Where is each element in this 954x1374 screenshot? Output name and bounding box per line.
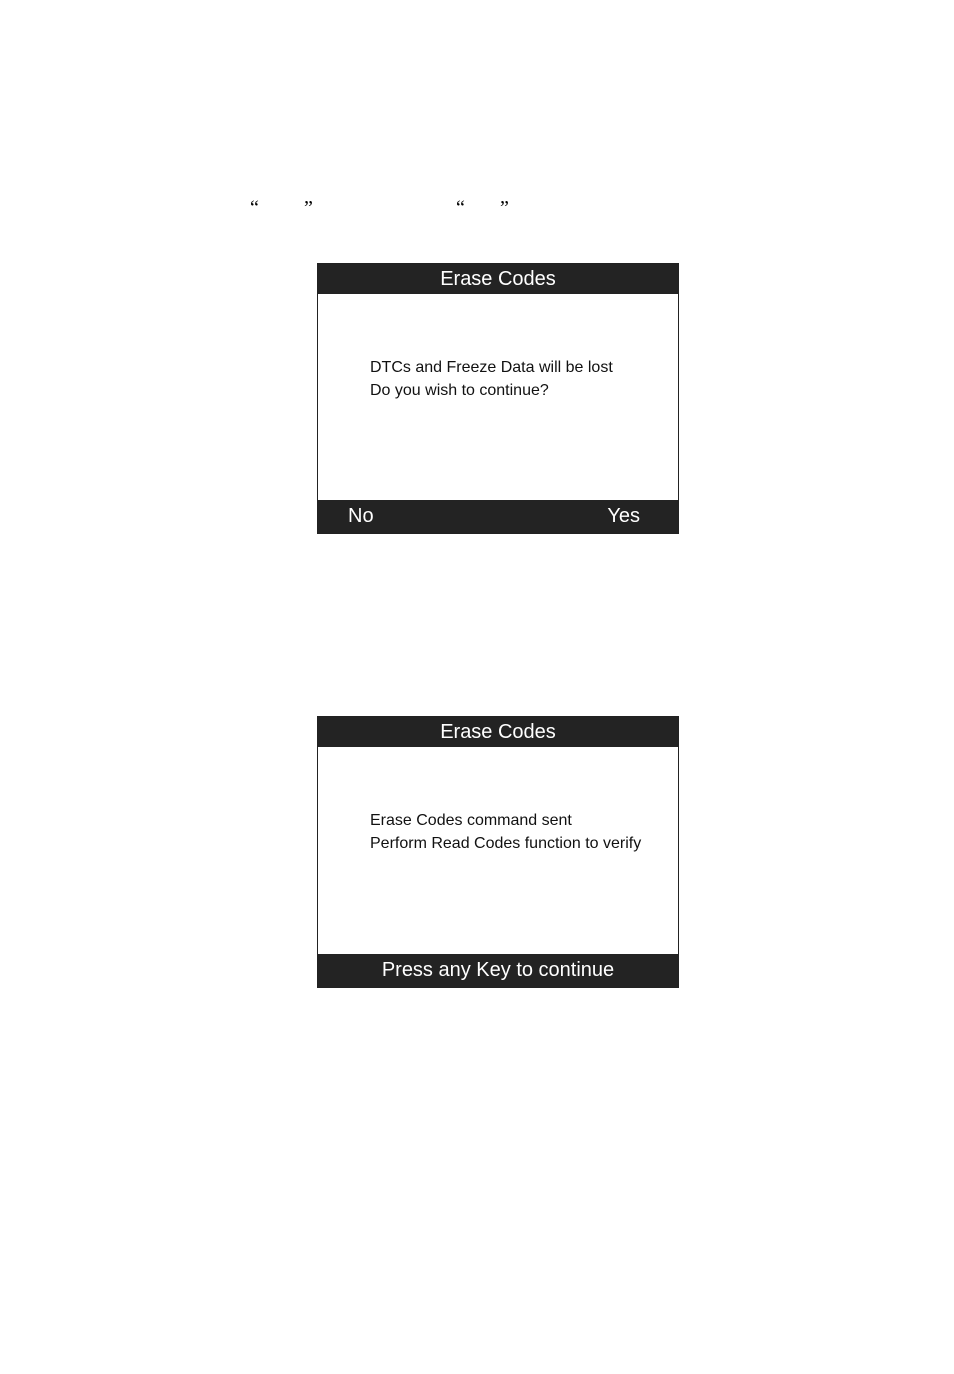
- erase-result-screen: [317, 716, 679, 988]
- close-quote-1: ”: [304, 197, 313, 219]
- open-quote-1: “: [250, 197, 259, 219]
- message-line-1: Erase Codes command sent: [370, 812, 572, 829]
- message-line-2: Perform Read Codes function to verify: [370, 835, 642, 852]
- yes-button[interactable]: Yes: [607, 505, 640, 527]
- screen-title: Erase Codes: [318, 264, 678, 294]
- close-quote-2: ”: [500, 197, 509, 219]
- screen-message: [370, 356, 613, 402]
- continue-button[interactable]: Press any Key to continue: [381, 959, 615, 981]
- continue-bar: [318, 954, 678, 987]
- softkey-bar: [318, 500, 678, 533]
- screen-message: [370, 809, 641, 855]
- screen-title: Erase Codes: [318, 717, 678, 747]
- message-line-2: Do you wish to continue?: [370, 382, 549, 399]
- open-quote-2: “: [456, 197, 465, 219]
- message-line-1: DTCs and Freeze Data will be lost: [370, 359, 613, 376]
- no-button[interactable]: No: [348, 505, 374, 527]
- erase-confirm-screen: [317, 263, 679, 534]
